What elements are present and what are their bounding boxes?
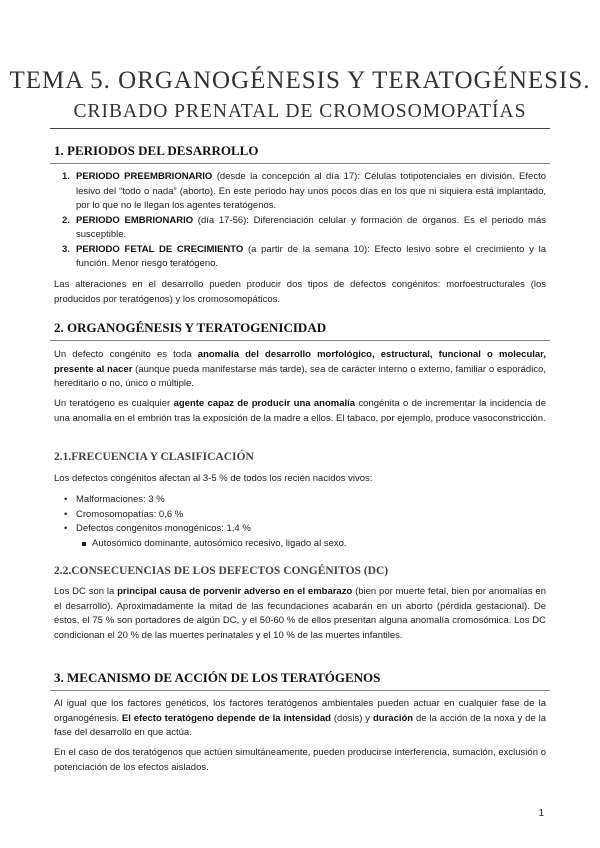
paragraph: Un defecto congénito es toda anomalía del desarrollo morfológico, estructural, funcional o molecular, presente al nacer (aunque pueda manifestarse más tarde), sea de carácter interno o externo, familiar o esporádico, hereditario o no, único o múltiple.: [54, 349, 546, 389]
bullet-icon: •: [64, 494, 68, 505]
subsection-2-2-heading: 2.2.CONSECUENCIAS DE LOS DEFECTOS CONGÉNITOS (DC): [54, 565, 389, 577]
list-item-text: (desde la concepción al día 17): Células totipotenciales en división. Efecto lesivo del “todo o nada” (aborto). En este periodo hay unos pocos días en los que ni siquiera está implantado, por lo que no le llegan los agentes teratógenos.: [76, 171, 546, 211]
title-line-1: TEMA 5. ORGANOGÉNESIS Y TERATOGÉNESIS.: [9, 67, 591, 94]
paragraph: Los DC son la principal causa de porvenir adverso en el embarazo (bien por muerte fetal, bien por anomalías en el desarrollo). Aproximadamente la mitad de las fecundaciones acabarán en un aborto (pérdida gestacional). De éstos, el 75 % son portadores de algún DC, y el 50-60 % de ellos presentan alguna anomalía cromosómica. Los DC condicionan el 20 % de las muertes perinatales y el 10 % de las muertes infantiles.: [54, 586, 546, 641]
paragraph: Un teratógeno es cualquier agente capaz de producir una anomalía congénita o de incrementar la incidencia de una anomalía en el embrión tras la exposición de la madre a ellos. El tabaco, por ejemplo, produce vasoconstricción.: [54, 398, 546, 424]
list-item-number: 1.: [62, 171, 70, 182]
section-1-divider: [50, 163, 550, 164]
sub-list-item: Autosómico dominante, autosómico recesivo, ligado al sexo.: [54, 537, 546, 552]
section-2-heading: 2. ORGANOGÉNESIS Y TERATOGENICIDAD: [54, 320, 327, 335]
list-item-number: 2.: [62, 214, 70, 226]
list-item-text: (día 17-56): Diferenciación celular y formación de órganos. Es el periodo más susceptible.: [76, 214, 546, 240]
list-item-term: PERIODO EMBRIONARIO: [76, 214, 194, 226]
page-number: 1: [538, 808, 544, 819]
subsection-2-1-heading: 2.1.FRECUENCIA Y CLASIFICACIÓN: [54, 451, 254, 463]
square-bullet-icon: [82, 542, 86, 546]
list-item: • Malformaciones: 3 %: [54, 493, 546, 508]
paragraph: Las alteraciones en el desarrollo pueden producir dos tipos de defectos congénitos: morfoestructurales (los producidos por teratógenos) y los cromosomopáticos.: [54, 279, 546, 305]
title-divider: [50, 128, 550, 129]
list-item-term: PERIODO PREEMBRIONARIO: [76, 171, 213, 182]
list-item-number: 3.: [62, 243, 70, 255]
document-title: [0, 66, 600, 125]
paragraph: Los defectos congénitos afectan al 3-5 % de todos los recién nacidos vivos:: [54, 473, 373, 484]
bullet-icon: •: [64, 523, 68, 534]
title-line-2: CRIBADO PRENATAL DE CROMOSOMOPATÍAS: [73, 101, 527, 122]
bullet-icon: •: [64, 508, 68, 520]
frequency-list: [54, 493, 546, 551]
list-item: [54, 170, 546, 214]
paragraph: Al igual que los factores genéticos, los factores teratógenos ambientales pueden actuar en cualquier fase de la organogénesis. El efecto teratógeno depende de la intensidad (dosis) y duración de la acción de la noxa y de la fase del desarrollo en que actúa.: [54, 698, 547, 738]
list-item: • Defectos congénitos monogénicos: 1,4 %: [54, 522, 546, 537]
section-2-divider: [50, 340, 550, 341]
list-item-text: (a partir de la semana 10): Efecto lesivo sobre el crecimiento y la función. Menor riesgo teratógeno.: [76, 243, 546, 269]
paragraph: En el caso de dos teratógenos que actúen simultáneamente, pueden producirse interferencia, sumación, exclusión o potenciación de los efectos aislados.: [54, 747, 546, 773]
list-item: [54, 243, 546, 272]
section-1-heading: 1. PERIODOS DEL DESARROLLO: [54, 143, 259, 158]
development-periods-list: [54, 170, 546, 272]
list-item-term: PERIODO FETAL DE CRECIMIENTO: [76, 243, 244, 255]
list-item: • Cromosomopatías: 0,6 %: [54, 508, 546, 523]
section-3-divider: [50, 690, 550, 691]
section-3-heading: 3. MECANISMO DE ACCIÓN DE LOS TERATÓGENOS: [54, 670, 381, 685]
list-item: [54, 214, 546, 243]
